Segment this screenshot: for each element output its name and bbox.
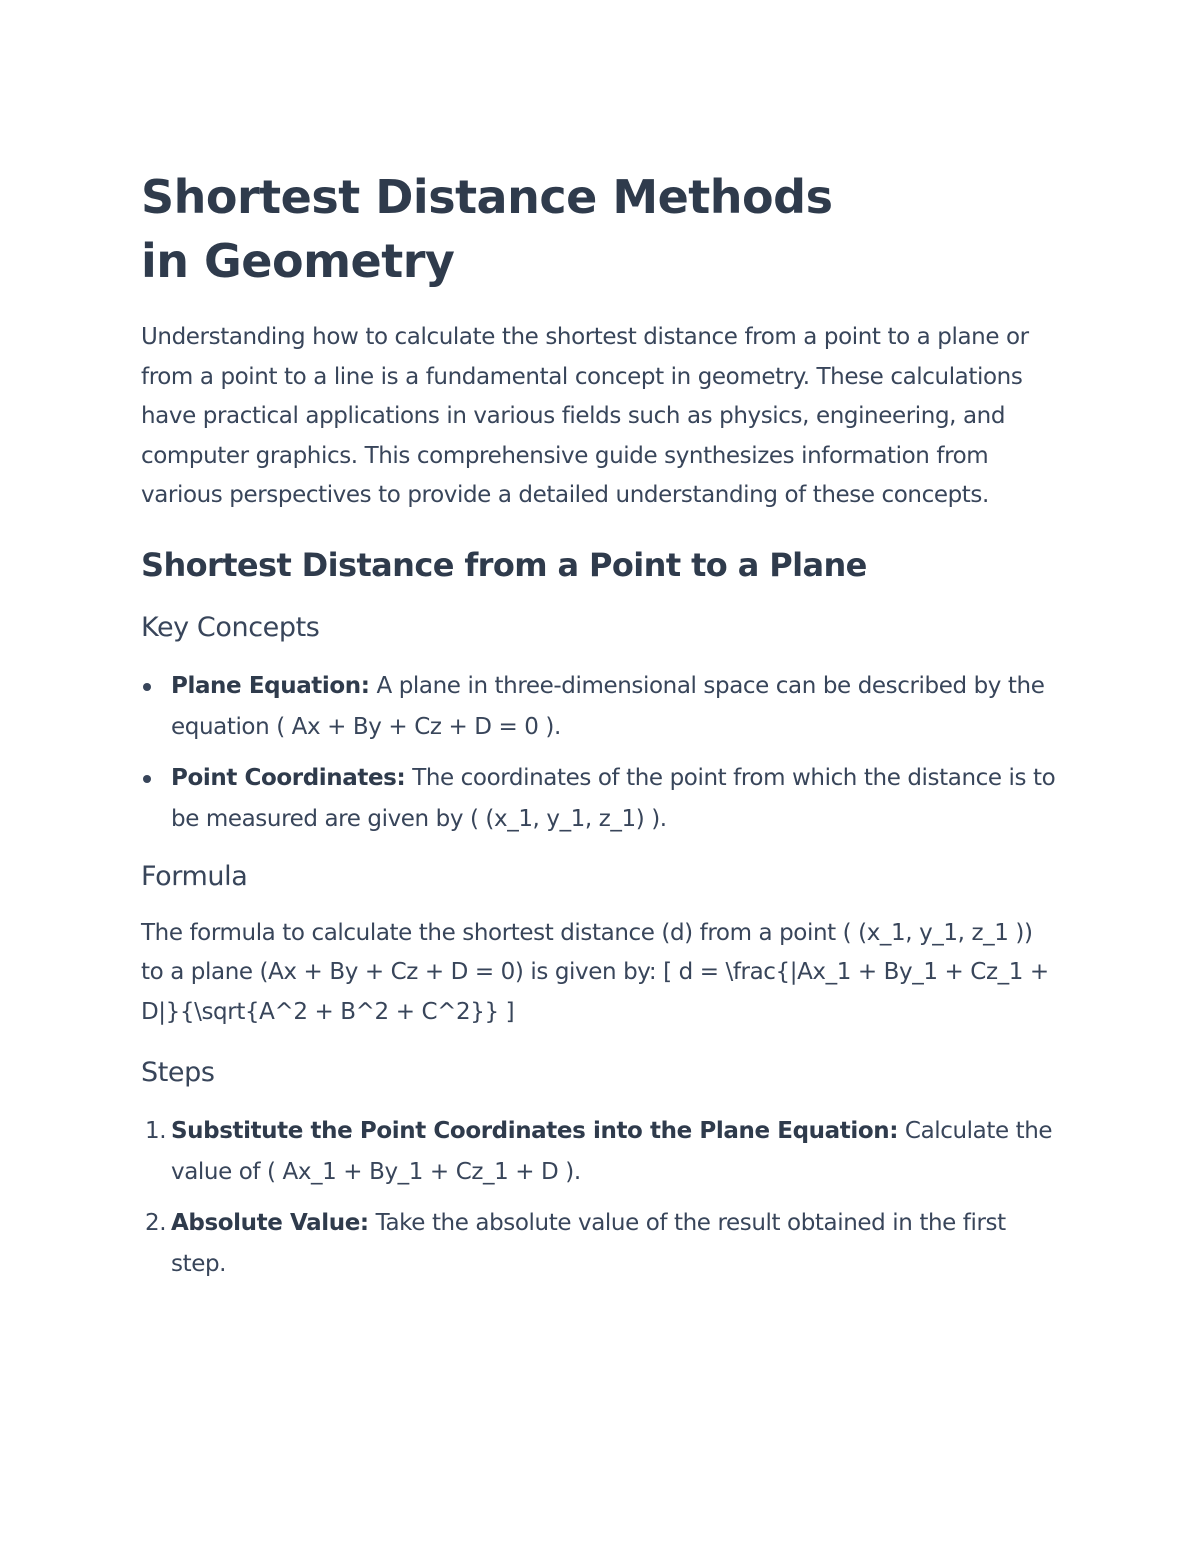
list-item (141, 758, 1061, 840)
section-heading: Shortest Distance from a Point to a Plane (141, 545, 867, 584)
list-item-text: The coordinates of the point from which the distance is to be measured are given by ( (x_1, y_1, z_1) ). (171, 764, 1056, 832)
steps-list (141, 1111, 1061, 1285)
key-concepts-heading: Key Concepts (141, 611, 320, 643)
step-number: 2. (145, 1210, 167, 1236)
list-item-label: Plane Equation: (171, 672, 370, 699)
step-number: 1. (145, 1118, 167, 1144)
list-item-label: Absolute Value: (171, 1210, 369, 1236)
formula-heading: Formula (141, 860, 248, 892)
intro-paragraph: Understanding how to calculate the shortest distance from a point to a plane or from a point to a line is a fundamental concept in geometry. These calculations have practical applications in various fields such as physics, engineering, and computer graphics. This comprehensive guide synthesizes information from various perspectives to provide a detailed understanding of these concepts. (141, 324, 1029, 508)
list-item-label: Substitute the Point Coordinates into the Plane Equation: (171, 1118, 898, 1144)
list-item-text: Take the absolute value of the result obtained in the first step. (171, 1210, 1006, 1277)
steps-heading: Steps (141, 1057, 215, 1088)
key-concepts-list (141, 666, 1061, 840)
document-page (141, 165, 1061, 1285)
page-title: Shortest Distance Methods in Geometry (141, 170, 833, 288)
formula-paragraph: The formula to calculate the shortest distance (d) from a point ( (x_1, y_1, z_1 )) to a plane (Ax + By + Cz + D = 0) is given by: [ d = \frac{|Ax_1 + By_1 + Cz_1 + D|}{\sqrt{A^2 + B^2 + C^2}} ] (141, 919, 1049, 1025)
bullet-icon (143, 683, 151, 691)
list-item-text: Calculate the value of ( Ax_1 + By_1 + Cz_1 + D ). (171, 1118, 1053, 1185)
list-item-label: Point Coordinates: (171, 764, 406, 791)
list-item (141, 1111, 1061, 1193)
bullet-icon (143, 775, 151, 783)
list-item (141, 1203, 1061, 1285)
list-item (141, 666, 1061, 748)
list-item-text: A plane in three-dimensional space can be described by the equation ( Ax + By + Cz + D = 0 ). (171, 672, 1045, 740)
